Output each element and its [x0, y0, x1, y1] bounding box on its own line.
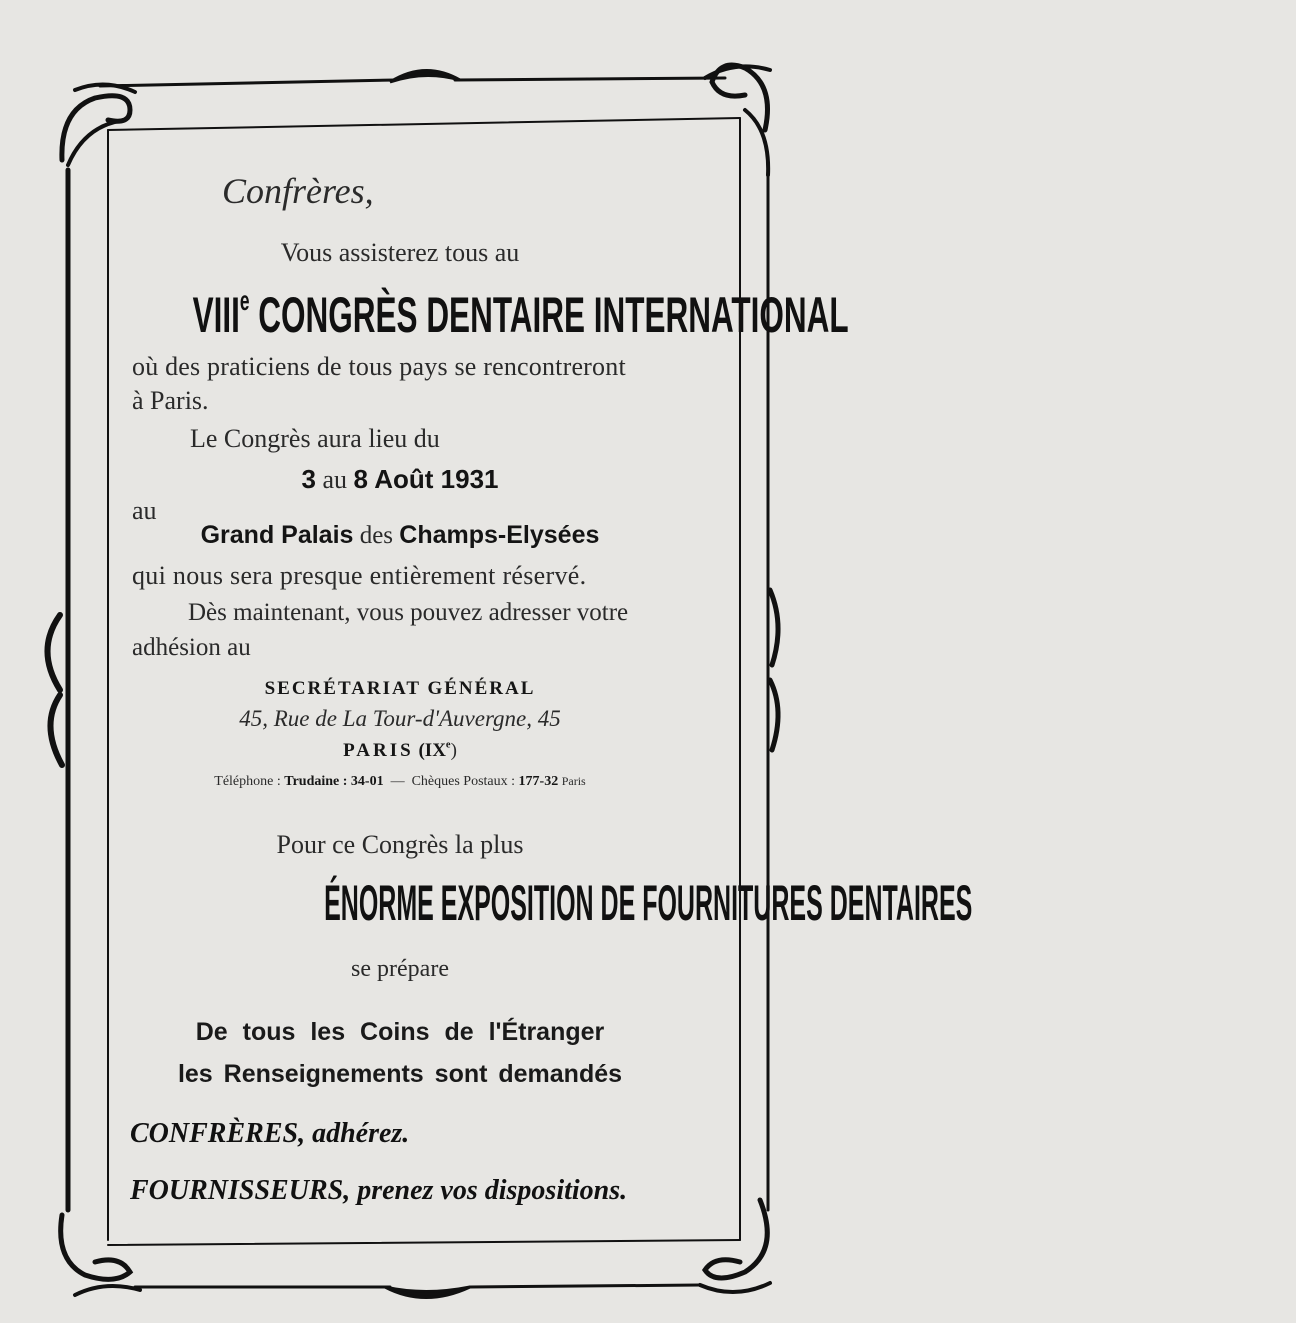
meeting-line: où des praticiens de tous pays se rencontreront [132, 352, 626, 381]
contact-line [0, 774, 800, 790]
prepares-line: se prépare [351, 956, 449, 982]
date-end: 8 Août 1931 [353, 464, 499, 494]
adhesion-line-2: adhésion au [132, 634, 251, 661]
venue-part-2: Champs-Elysées [399, 521, 600, 549]
congress-name: CONGRÈS DENTAIRE INTERNATIONAL [249, 287, 849, 343]
reserved-line: qui nous sera presque entièrement réservé. [132, 561, 587, 590]
secretariat-city [0, 740, 800, 762]
venue-part-1: Grand Palais [200, 521, 354, 549]
congress-dates [0, 464, 800, 495]
call-to-suppliers: FOURNISSEURS, prenez vos dispositions. [130, 1175, 628, 1206]
intro-line: Vous assisterez tous au [280, 238, 520, 267]
cheques-city: Paris [561, 774, 586, 788]
cheques-value: 177-32 [518, 774, 559, 789]
venue-intro-line: Le Congrès aura lieu du [190, 424, 440, 453]
phone-value: Trudaine : 34-01 [284, 774, 384, 789]
congress-title [0, 285, 849, 346]
paris-line: à Paris. [132, 386, 209, 415]
au-line: au [132, 496, 157, 525]
date-start: 3 [301, 464, 316, 494]
congress-number: VIII [192, 287, 240, 343]
city-district: (IXe) [418, 739, 457, 761]
contact-separator: — [390, 774, 405, 789]
call-to-colleagues: CONFRÈRES, adhérez. [130, 1118, 410, 1149]
foreign-line-2: les Renseignements sont demandés [177, 1060, 623, 1088]
adhesion-line-1: Dès maintenant, vous pouvez adresser votre [188, 599, 629, 626]
venue [0, 521, 800, 550]
cheques-label: Chèques Postaux : [411, 774, 516, 789]
exhibition-intro: Pour ce Congrès la plus [276, 830, 524, 859]
venue-joiner: des [359, 522, 394, 549]
exhibition-title-wrap [0, 874, 973, 934]
secretariat-address: 45, Rue de La Tour-d'Auvergne, 45 [239, 706, 561, 731]
exhibition-title: ÉNORME EXPOSITION DE FOURNITURES DENTAIRES [324, 875, 973, 931]
city-name: PARIS [343, 740, 414, 761]
congress-number-suffix: e [239, 285, 250, 316]
salutation: Confrères, [222, 171, 374, 211]
secretariat-heading: SECRÉTARIAT GÉNÉRAL [264, 678, 536, 699]
phone-label: Téléphone : [214, 774, 281, 789]
foreign-line-1: De tous les Coins de l'Étranger [195, 1018, 605, 1046]
date-joiner: au [322, 465, 348, 494]
